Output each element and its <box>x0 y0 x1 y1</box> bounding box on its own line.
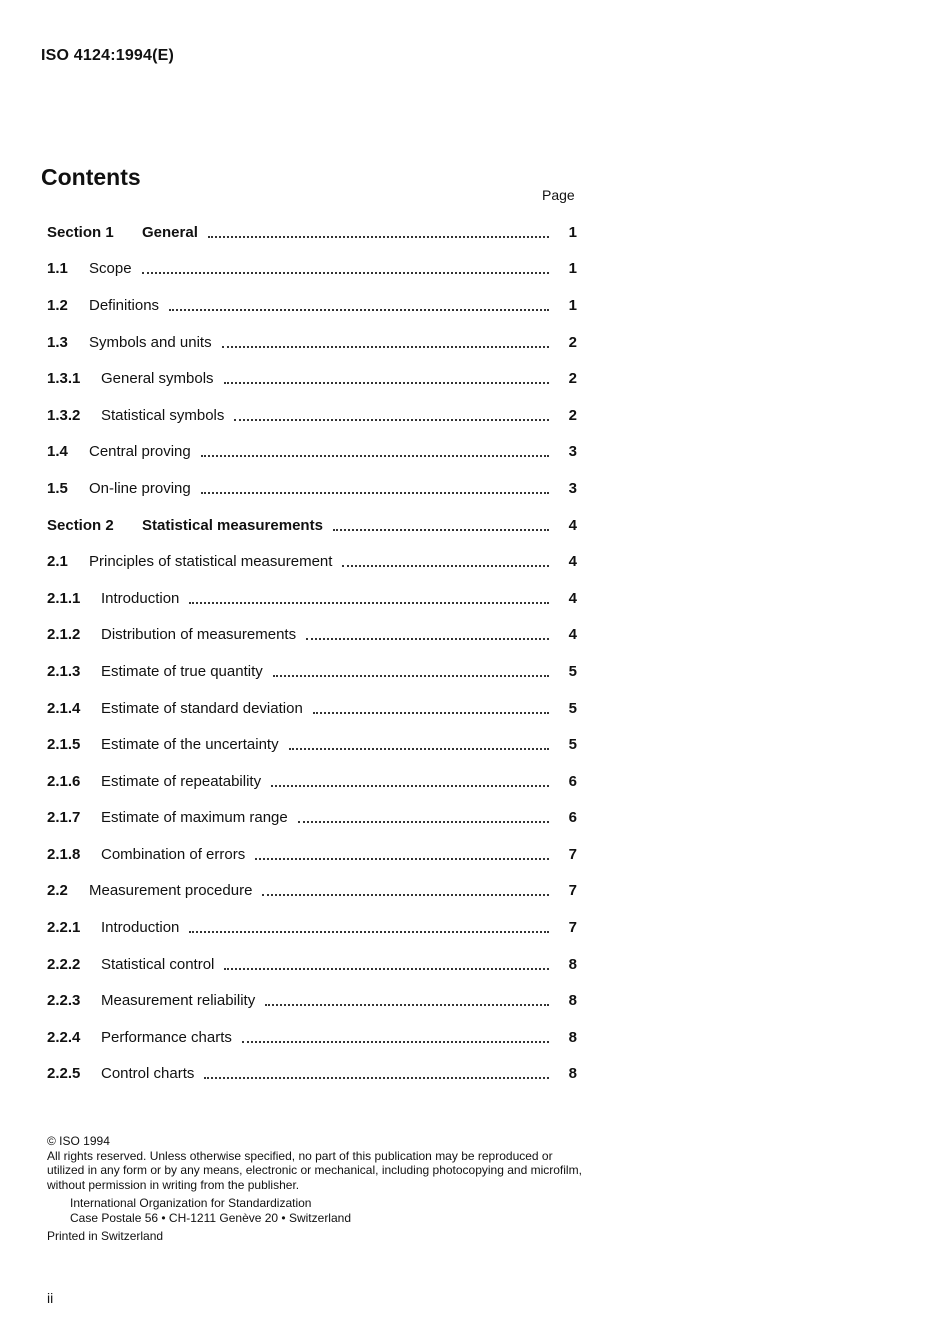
toc-entry-title: Introduction <box>101 919 180 937</box>
toc-entry-number: 2.2.5 <box>47 1065 81 1083</box>
dot-leader <box>224 967 549 970</box>
page-title: Contents <box>41 164 141 190</box>
toc-entry-title: Combination of errors <box>101 845 246 863</box>
document-id: ISO 4124:1994(E) <box>41 47 175 64</box>
dot-leader <box>265 1003 549 1006</box>
toc-entry[interactable] <box>47 360 577 397</box>
toc-entry-page: 5 <box>568 736 577 754</box>
dot-leader <box>142 271 549 274</box>
toc-entry-number: 2.2.1 <box>47 919 81 937</box>
toc-entry-number: 2.1.2 <box>47 626 81 644</box>
toc-entry-title: General <box>142 223 198 241</box>
dot-leader <box>208 235 549 238</box>
toc-entry-number: 2.1.4 <box>47 699 81 717</box>
dot-leader <box>255 857 549 860</box>
toc-entry-number: 2.2.4 <box>47 1028 81 1046</box>
copyright-rights: All rights reserved. Unless otherwise specified, no part of this publication may be reproduced or utilized in any form or by any means, electronic or mechanical, including photocopying and microfilm, without permission in writing from the publisher. <box>47 1148 582 1192</box>
toc-entry-title: Statistical measurements <box>142 516 323 534</box>
toc-entry[interactable] <box>47 251 577 288</box>
toc-entry-number: 2.2.2 <box>47 955 81 973</box>
toc-entry-title: Definitions <box>89 296 160 314</box>
toc-entry-title: Central proving <box>89 443 191 461</box>
toc-entry-number: 2.1.6 <box>47 772 81 790</box>
toc-entry-number: 2.1.7 <box>47 809 81 827</box>
toc-entry-page: 4 <box>568 589 577 607</box>
toc-entry[interactable] <box>47 690 577 727</box>
toc-entry-page: 6 <box>568 772 577 790</box>
toc-entry-title: Measurement procedure <box>89 882 253 900</box>
toc-entry[interactable] <box>47 580 577 617</box>
toc-entry-number: 1.1 <box>47 260 68 278</box>
toc-entry[interactable] <box>47 434 577 471</box>
toc-entry[interactable] <box>47 982 577 1019</box>
toc-entry-number: 2.1 <box>47 553 68 571</box>
toc-entry-page: 4 <box>568 553 577 571</box>
toc-section-entry[interactable] <box>47 507 577 544</box>
toc-entry-number: 2.2 <box>47 882 68 900</box>
dot-leader <box>262 893 549 896</box>
dot-leader <box>333 528 549 531</box>
toc-entry-title: Estimate of standard deviation <box>101 699 303 717</box>
dot-leader <box>306 637 549 640</box>
dot-leader <box>289 747 549 750</box>
toc-entry-number: 2.1.3 <box>47 662 81 680</box>
toc-entry-number: 1.3.2 <box>47 406 81 424</box>
toc-entry-title: General symbols <box>101 370 214 388</box>
toc-entry-title: Estimate of true quantity <box>101 662 263 680</box>
toc-entry-page: 5 <box>568 699 577 717</box>
toc-entry[interactable] <box>47 873 577 910</box>
dot-leader <box>224 381 549 384</box>
toc-entry[interactable] <box>47 1056 577 1093</box>
toc-entry-number: Section 1 <box>47 223 114 241</box>
toc-entry-page: 8 <box>568 992 577 1010</box>
toc-entry-title: Introduction <box>101 589 180 607</box>
toc-entry[interactable] <box>47 726 577 763</box>
toc-entry-page: 1 <box>568 296 577 314</box>
toc-entry-title: Estimate of maximum range <box>101 809 288 827</box>
dot-leader <box>234 418 549 421</box>
dot-leader <box>201 491 549 494</box>
toc-entry[interactable] <box>47 653 577 690</box>
toc-entry-page: 1 <box>568 260 577 278</box>
dot-leader <box>169 308 549 311</box>
toc-entry-title: Estimate of the uncertainty <box>101 736 279 754</box>
toc-entry-page: 2 <box>568 406 577 424</box>
toc-entry[interactable] <box>47 397 577 434</box>
toc-entry[interactable] <box>47 836 577 873</box>
toc-entry-page: 2 <box>568 333 577 351</box>
toc-entry-page: 8 <box>568 955 577 973</box>
dot-leader <box>189 601 549 604</box>
toc-entry-number: 2.2.3 <box>47 992 81 1010</box>
toc-entry-number: 1.3.1 <box>47 370 81 388</box>
toc-entry-number: 1.5 <box>47 479 68 497</box>
toc-entry-page: 5 <box>568 662 577 680</box>
toc-entry-page: 4 <box>568 626 577 644</box>
publisher-name: International Organization for Standardization <box>70 1196 312 1210</box>
toc-entry-page: 7 <box>568 845 577 863</box>
toc-entry-title: Measurement reliability <box>101 992 256 1010</box>
toc-entry-title: Distribution of measurements <box>101 626 297 644</box>
toc-entry-number: Section 2 <box>47 516 114 534</box>
dot-leader <box>271 784 549 787</box>
toc-section-entry[interactable] <box>47 214 577 251</box>
toc-entry-title: Estimate of repeatability <box>101 772 262 790</box>
dot-leader <box>222 345 549 348</box>
dot-leader <box>189 930 549 933</box>
publisher-address: Case Postale 56 • CH-1211 Genève 20 • Switzerland <box>70 1210 351 1225</box>
toc-entry-page: 1 <box>568 223 577 241</box>
copyright-notice: © ISO 1994 <box>47 1134 110 1148</box>
toc-entry-title: On-line proving <box>89 479 191 497</box>
toc-entry[interactable] <box>47 1019 577 1056</box>
toc-entry-page: 8 <box>568 1028 577 1046</box>
page-column-label: Page <box>542 187 575 203</box>
dot-leader <box>242 1040 549 1043</box>
toc-entry-page: 2 <box>568 370 577 388</box>
dot-leader <box>201 454 549 457</box>
toc-entry-number: 1.3 <box>47 333 68 351</box>
printed-location: Printed in Switzerland <box>47 1229 164 1243</box>
toc-entry[interactable] <box>47 763 577 800</box>
toc-entry-number: 2.1.5 <box>47 736 81 754</box>
toc-entry-title: Scope <box>89 260 132 278</box>
toc-entry-number: 1.4 <box>47 443 68 461</box>
table-of-contents <box>47 214 577 1092</box>
toc-entry-number: 1.2 <box>47 296 68 314</box>
toc-entry-title: Principles of statistical measurement <box>89 553 333 571</box>
dot-leader <box>342 564 549 567</box>
toc-entry-page: 3 <box>568 443 577 461</box>
toc-entry-title: Symbols and units <box>89 333 212 351</box>
toc-entry[interactable] <box>47 909 577 946</box>
toc-entry-page: 7 <box>568 882 577 900</box>
dot-leader <box>204 1076 549 1079</box>
toc-entry[interactable] <box>47 946 577 983</box>
toc-entry-page: 4 <box>568 516 577 534</box>
toc-entry-number: 2.1.1 <box>47 589 81 607</box>
toc-entry-title: Performance charts <box>101 1028 232 1046</box>
toc-entry-number: 2.1.8 <box>47 845 81 863</box>
page-number: ii <box>47 1290 54 1306</box>
toc-entry[interactable] <box>47 800 577 837</box>
copyright-block <box>47 1134 587 1244</box>
toc-entry[interactable] <box>47 470 577 507</box>
dot-leader <box>313 711 549 714</box>
toc-entry-page: 7 <box>568 919 577 937</box>
toc-entry-title: Statistical symbols <box>101 406 225 424</box>
toc-entry[interactable] <box>47 617 577 654</box>
toc-entry[interactable] <box>47 543 577 580</box>
dot-leader <box>273 674 549 677</box>
toc-entry[interactable] <box>47 324 577 361</box>
toc-entry-page: 8 <box>568 1065 577 1083</box>
toc-entry-title: Statistical control <box>101 955 215 973</box>
dot-leader <box>298 820 549 823</box>
toc-entry-page: 3 <box>568 479 577 497</box>
toc-entry-page: 6 <box>568 809 577 827</box>
toc-entry[interactable] <box>47 287 577 324</box>
toc-entry-title: Control charts <box>101 1065 195 1083</box>
